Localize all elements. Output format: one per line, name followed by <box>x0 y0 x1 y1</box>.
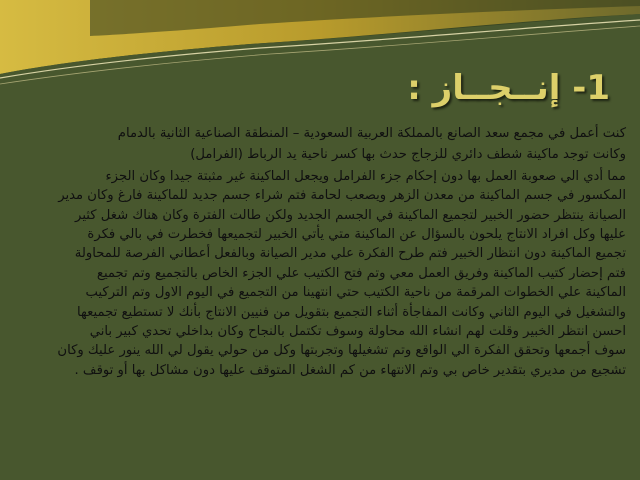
slide-title: 1- إنــجــاز : <box>407 68 610 108</box>
paragraph-workplace: كنت أعمل في مجمع سعد الصانع بالمملكة العربية السعودية – المنطقة الصناعية الثانية بالدمام <box>117 126 626 141</box>
paragraph-story: مما أدي الي صعوبة العمل بها دون إحكام جزء الفرامل ويجعل الماكينة غير مثبتة جيدا وكان الجزء المكسور في جسم الماكينة من معدن الزهر ويصعب لحامة فتم شراء جسم جديد للماكينة فارغ وكان مدير الصيانة ينتظر حضور الخبير لتجميع الماكينة في الجسم الجديد ولكن طالت الفترة وكان هناك شغل كثير عليها وكل افراد الانتاج يلحون بالسؤال عن الماكينة متي يأتي الخبير لتجميعها فخطرت في بالي فكرة تجميع الماكينة دون انتظار الخبير فتم طرح الفكرة علي مدير الصيانة وبالفعل أعطاني الفرصة للمحاولة فتم إحضار كتيب الماكينة وفريق العمل معي وتم فتح الكتيب علي الجزء الخاص بالتجميع وتم تجميع الماكينة علي الخطوات المرقمة من ناحية الكتيب حتي انتهينا من التجميع في اليوم الاول وتم التركيب والتشغيل في اليوم الثاني وكانت المفاجأة أثناء التجميع بتقويل من فنيين الانتاج بأنك لا تستطيع تجميعها احسن انتظر الخبير وقلت لهم انشاء الله محاولة وسوف تكتمل بالنجاح وكان بداخلي تحدي كبير باني سوف أجمعها وتحقق الفكرة الي الواقع وتم تشغيلها وتجربتها وكل من حولي يقول لي الله ينور عليك وكان تشجيع من مديري بتقدير خاص بي وتم الانتهاء من كم الشغل المتوقف عليها دون مشاكل بها أو توقف . <box>57 168 626 378</box>
slide-body <box>56 124 626 382</box>
paragraph-machine: وكانت توجد ماكينة شطف دائري للزجاج حدث بها كسر ناحية يد الرباط (الفرامل) <box>190 147 626 163</box>
